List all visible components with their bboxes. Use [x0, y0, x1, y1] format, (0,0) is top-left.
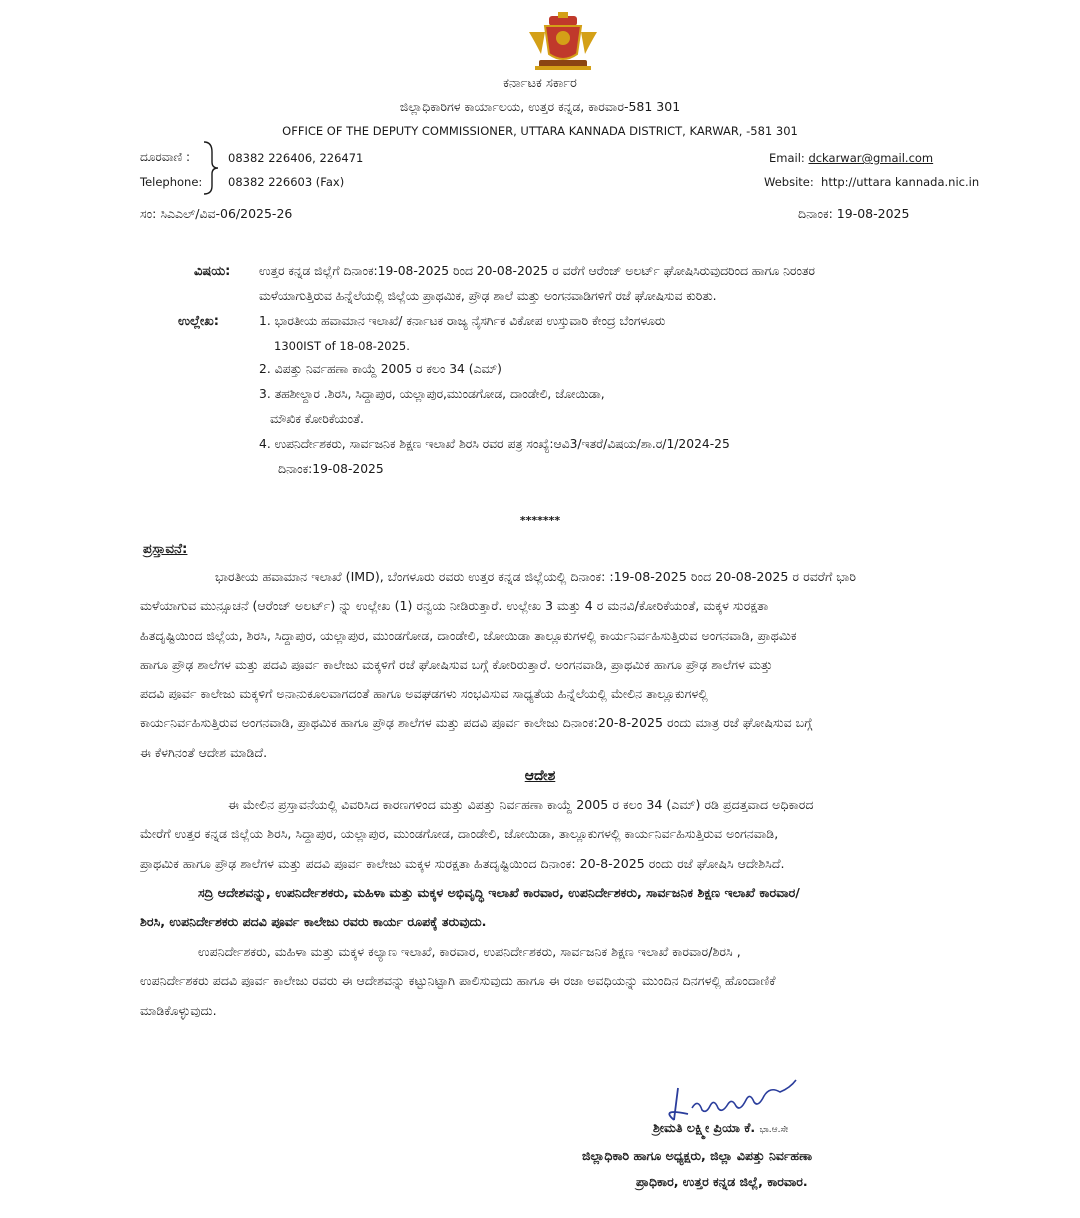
office-en: OFFICE OF THE DEPUTY COMMISSIONER, UTTARA KANNADA DISTRICT, KARWAR, -581 301 [282, 124, 798, 138]
website-label: Website: [764, 175, 814, 189]
reference-1a: 1. ಭಾರತೀಯ ಹವಾಮಾನ ಇಲಾಖೆ/ ಕರ್ನಾಟಕ ರಾಜ್ಯ ನೈಸರ್ಗಿಕ ವಿಕೋಪ ಉಸ್ತುವಾರಿ ಕೇಂದ್ರ ಬೆಂಗಳೂರು [259, 314, 666, 328]
order-paragraph-3 [140, 937, 988, 1025]
preamble-line: ಮಳೆಯಾಗುವ ಮುನ್ಸೂಚನೆ (ಆರೆಂಜ್ ಅಲರ್ಟ್) ನ್ನು ಉಲ್ಲೇಖ (1) ರನ್ವಯ ನೀಡಿರುತ್ತಾರೆ. ಉಲ್ಲೇಖ 3 ಮತ್ತು 4 ರ ಮನವಿ/ಕೋರಿಕೆಯಂತೆ, ಮಕ್ಕಳ ಸುರಕ್ಷತಾ [140, 598, 769, 614]
reference-4a: 4. ಉಪನಿರ್ದೇಶಕರು, ಸಾರ್ವಜನಿಕ ಶಿಕ್ಷಣ ಇಲಾಖೆ ಶಿರಸಿ ರವರ ಪತ್ರ ಸಂಖ್ಯೆ:ಆವಿ3/ಇತರೆ/ವಿಷಯ/ಶಾ.ರ/1/2024-25 [259, 437, 730, 451]
preamble-line: ಪದವಿ ಪೂರ್ವ ಕಾಲೇಜು ಮಕ್ಕಳಿಗೆ ಅನಾನುಕೂಲವಾಗದಂತೆ ಹಾಗೂ ಅವಘಡಗಳು ಸಂಭವಿಸುವ ಸಾಧ್ಯತೆಯ ಹಿನ್ನೆಲೆಯಲ್ಲಿ ಮೇಲಿನ ತಾಲ್ಲೂಕುಗಳಲ್ಲಿ [140, 686, 708, 702]
order-line: ಮೇರೆಗೆ ಉತ್ತರ ಕನ್ನಡ ಜಿಲ್ಲೆಯ ಶಿರಸಿ, ಸಿದ್ದಾಪುರ, ಯಲ್ಲಾಪುರ, ಮುಂಡಗೋಡ, ದಾಂಡೇಲಿ, ಜೋಯಿಡಾ, ತಾಲ್ಲೂಕುಗಳಲ್ಲಿ ಕಾರ್ಯನಿರ್ವಹಿಸುತ್ತಿರುವ ಅಂಗನವಾಡಿ, [140, 826, 779, 842]
phone-2: 08382 226603 (Fax) [228, 175, 345, 189]
order-line: ಶಿರಸಿ, ಉಪನಿರ್ದೇಶಕರು ಪದವಿ ಪೂರ್ವ ಕಾಲೇಜು ರವರು ಕಾರ್ಯ ರೂಪಕ್ಕೆ ತರುವುದು. [140, 914, 487, 930]
order-paragraph-2 [140, 878, 988, 937]
brace-icon [202, 140, 224, 196]
office-kn: ಜಿಲ್ಲಾಧಿಕಾರಿಗಳ ಕಾರ್ಯಾಲಯ, ಉತ್ತರ ಕನ್ನಡ, ಕಾರವಾರ-581 301 [399, 99, 681, 114]
email-label: Email: [769, 151, 805, 165]
phone-label-kn: ದೂರವಾಣಿ : [140, 150, 191, 164]
preamble-paragraph [140, 562, 988, 767]
preamble-heading: ಪ್ರಸ್ತಾವನೆ: [143, 541, 188, 557]
subject-line-2: ಮಳೆಯಾಗುತ್ತಿರುವ ಹಿನ್ನೆಲೆಯಲ್ಲಿ ಜಿಲ್ಲೆಯ ಪ್ರಾಥಮಿಕ, ಪ್ರೌಢ ಶಾಲೆ ಮತ್ತು ಅಂಗನವಾಡಿಗಳಿಗೆ ರಜೆ ಘೋಷಿಸುವ ಕುರಿತು. [259, 289, 717, 303]
order-line: ಸದ್ರಿ ಆದೇಶವನ್ನು, ಉಪನಿರ್ದೇಶಕರು, ಮಹಿಳಾ ಮತ್ತು ಮಕ್ಕಳ ಅಭಿವೃದ್ಧಿ ಇಲಾಖೆ ಕಾರವಾರ, ಉಪನಿರ್ದೇಶಕರು, ಸಾರ್ವಜನಿಕ ಶಿಕ್ಷಣ ಇಲಾಖೆ ಕಾರವಾರ/ [198, 885, 800, 900]
preamble-line: ಈ ಕೆಳಗಿನಂತೆ ಆದೇಶ ಮಾಡಿದೆ. [140, 744, 268, 760]
reference-1b: 1300IST of 18-08-2025. [274, 339, 410, 353]
letter-date: ದಿನಾಂಕ: 19-08-2025 [798, 206, 910, 221]
preamble-line: ಹಿತದೃಷ್ಟಿಯಿಂದ ಜಿಲ್ಲೆಯ, ಶಿರಸಿ, ಸಿದ್ದಾಪುರ, ಯಲ್ಲಾಪುರ, ಮುಂಡಗೋಡ, ದಾಂಡೇಲಿ, ಜೋಯಿಡಾ ತಾಲ್ಲೂಕುಗಳಲ್ಲಿ ಕಾರ್ಯನಿರ್ವಹಿಸುತ್ತಿರುವ ಅಂಗನವಾಡಿ, ಪ್ರಾಥಮಿಕ [140, 627, 797, 643]
references-label: ಉಲ್ಲೇಖ: [178, 314, 219, 329]
preamble-line: ಹಾಗೂ ಪ್ರೌಢ ಶಾಲೆಗಳ ಮತ್ತು ಪದವಿ ಪೂರ್ವ ಕಾಲೇಜು ಮಕ್ಕಳಿಗೆ ರಜೆ ಘೋಷಿಸುವ ಬಗ್ಗೆ ಕೋರಿರುತ್ತಾರೆ. ಅಂಗನವಾಡಿ, ಪ್ರಾಥಮಿಕ ಹಾಗೂ ಪ್ರೌಢ ಶಾಲೆಗಳ ಮತ್ತು [140, 656, 773, 672]
website-link[interactable]: http://uttara kannada.nic.in [821, 175, 980, 189]
signatory-name: ಶ್ರೀಮತಿ ಲಕ್ಷ್ಮೀ ಪ್ರಿಯಾ ಕೆ. [653, 1120, 756, 1135]
reference-2: 2. ವಿಪತ್ತು ನಿರ್ವಹಣಾ ಕಾಯ್ದೆ 2005 ರ ಕಲಂ 34 (ಎಮ್) [259, 362, 502, 376]
order-line: ಮಾಡಿಕೊಳ್ಳುವುದು. [140, 1002, 217, 1018]
order-line: ಈ ಮೇಲಿನ ಪ್ರಸ್ತಾವನೆಯಲ್ಲಿ ವಿವರಿಸಿದ ಕಾರಣಗಳಿಂದ ಮತ್ತು ವಿಪತ್ತು ನಿರ್ವಹಣಾ ಕಾಯ್ದೆ 2005 ರ ಕಲಂ 34 (ಎಮ್) ರಡಿ ಪ್ರದತ್ತವಾದ ಅಧಿಕಾರದ [228, 797, 814, 812]
order-heading: ಆದೇಶ [524, 768, 556, 784]
signatory-designation-1: ಜಿಲ್ಲಾಧಿಕಾರಿ ಹಾಗೂ ಅಧ್ಯಕ್ಷರು, ಜಿಲ್ಲಾ ವಿಪತ್ತು ನಿರ್ವಹಣಾ [582, 1148, 813, 1163]
preamble-line: ಭಾರತೀಯ ಹವಾಮಾನ ಇಲಾಖೆ (IMD), ಬೆಂಗಳೂರು ರವರು ಉತ್ತರ ಕನ್ನಡ ಜಿಲ್ಲೆಯಲ್ಲಿ ದಿನಾಂಕ: :19-08-2025 ರಿಂದ 20-08-2025 ರ ರವರೆಗೆ ಭಾರಿ [215, 569, 856, 584]
signatory-designation-2: ಪ್ರಾಧಿಕಾರ, ಉತ್ತರ ಕನ್ನಡ ಜಿಲ್ಲೆ, ಕಾರವಾರ. [636, 1174, 808, 1189]
phone-1: 08382 226406, 226471 [228, 151, 364, 165]
preamble-line: ಕಾರ್ಯನಿರ್ವಹಿಸುತ್ತಿರುವ ಅಂಗನವಾಡಿ, ಪ್ರಾಥಮಿಕ ಹಾಗೂ ಪ್ರೌಢ ಶಾಲೆಗಳ ಮತ್ತು ಪದವಿ ಪೂರ್ವ ಕಾಲೇಜು ದಿನಾಂಕ:20-8-2025 ರಂದು ಮಾತ್ರ ರಜೆ ಘೋಷಿಸುವ ಬಗ್ಗೆ [140, 715, 813, 731]
subject-label: ವಿಷಯ: [194, 264, 231, 279]
handwritten-signature [640, 1068, 820, 1128]
separator: ******* [519, 514, 561, 527]
order-line: ಉಪನಿರ್ದೇಶಕರು ಪದವಿ ಪೂರ್ವ ಕಾಲೇಜು ರವರು ಈ ಆದೇಶವನ್ನು ಕಟ್ಟುನಿಟ್ಟಾಗಿ ಪಾಲಿಸುವುದು ಹಾಗೂ ಈ ರಜಾ ಅವಧಿಯನ್ನು ಮುಂದಿನ ದಿನಗಳಲ್ಲಿ ಹೊಂದಾಣಿಕೆ [140, 973, 776, 989]
order-paragraph-1 [140, 790, 988, 878]
reference-3a: 3. ತಹಶೀಲ್ದಾರ .ಶಿರಸಿ, ಸಿದ್ದಾಪುರ, ಯಲ್ಲಾಪುರ,ಮುಂಡಗೋಡ, ದಾಂಡೇಲಿ, ಜೋಯಿಡಾ, [259, 387, 605, 401]
order-line: ಪ್ರಾಥಮಿಕ ಹಾಗೂ ಪ್ರೌಢ ಶಾಲೆಗಳ ಮತ್ತು ಪದವಿ ಪೂರ್ವ ಕಾಲೇಜು ಮಕ್ಕಳ ಸುರಕ್ಷತಾ ಹಿತದೃಷ್ಟಿಯಿಂದ ದಿನಾಂಕ: 20-8-2025 ರಂದು ರಜೆ ಘೋಷಿಸಿ ಆದೇಶಿಸಿದೆ. [140, 855, 785, 871]
reference-3b: ಮೌಖಿಕ ಕೋರಿಕೆಯಂತೆ. [270, 412, 364, 426]
subject-line-1: ಉತ್ತರ ಕನ್ನಡ ಜಿಲ್ಲೆಗೆ ದಿನಾಂಕ:19-08-2025 ರಿಂದ 20-08-2025 ರ ವರೆಗೆ ಆರೆಂಜ್ ಅಲರ್ಟ್ ಘೋಷಿಸಿರುವುದರಿಂದ ಹಾಗೂ ನಿರಂತರ [259, 264, 815, 278]
reference-4b: ದಿನಾಂಕ:19-08-2025 [278, 462, 384, 476]
signatory-suffix: ಭಾ.ಆ.ಸೇ [759, 1125, 789, 1135]
phone-label-en: Telephone: [140, 175, 203, 189]
email-link[interactable]: dckarwar@gmail.com [808, 151, 934, 165]
order-line: ಉಪನಿರ್ದೇಶಕರು, ಮಹಿಳಾ ಮತ್ತು ಮಕ್ಕಳ ಕಲ್ಯಾಣ ಇಲಾಖೆ, ಕಾರವಾರ, ಉಪನಿರ್ದೇಶಕರು, ಸಾರ್ವಜನಿಕ ಶಿಕ್ಷಣ ಇಲಾಖೆ ಕಾರವಾರ/ಶಿರಸಿ , [198, 944, 741, 959]
govt-title: ಕರ್ನಾಟಕ ಸರ್ಕಾರ [503, 76, 577, 91]
karnataka-emblem-icon [525, 12, 601, 72]
ref-number: ಸಂ: ಸಿಎಎಲ್/ವಿವ-06/2025-26 [140, 206, 293, 221]
